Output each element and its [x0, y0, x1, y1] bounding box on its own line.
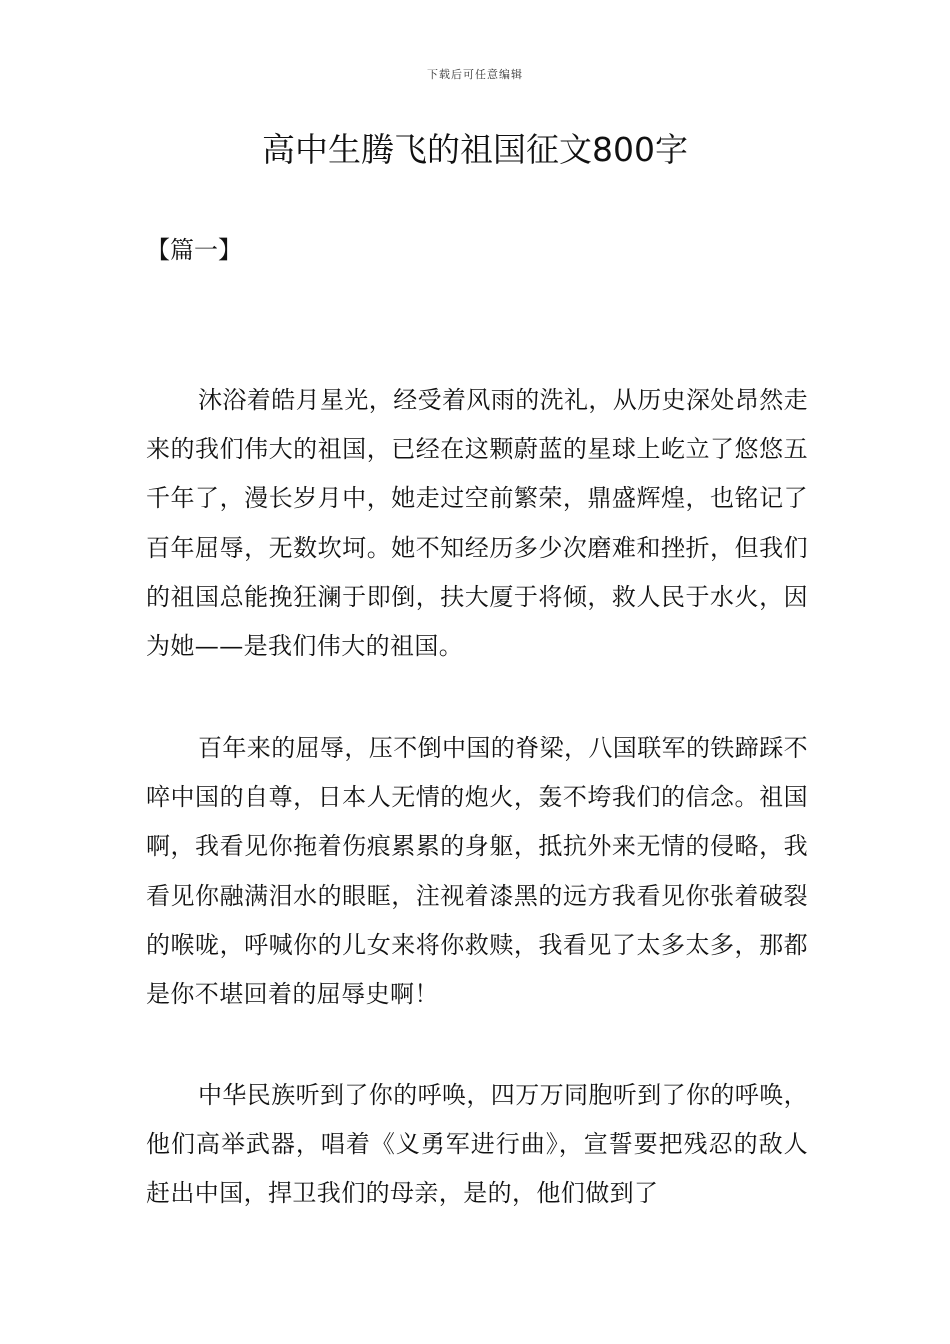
page-header-note: 下载后可任意编辑	[427, 68, 523, 81]
section-heading: 【篇一】	[146, 236, 242, 264]
paragraph-3: 中华民族听到了你的呼唤，四万万同胞听到了你的呼唤，他们高举武器，唱着《义勇军进行曲》，宣誓要把残忍的敌人赶出中国，捍卫我们的母亲，是的，他们做到了	[146, 1081, 808, 1208]
paragraph-1: 沐浴着皓月星光，经受着风雨的洗礼，从历史深处昂然走来的我们伟大的祖国，已经在这颗蔚蓝的星球上屹立了悠悠五千年了，漫长岁月中，她走过空前繁荣，鼎盛辉煌，也铭记了百年屈辱，无数坎坷。她不知经历多少次磨难和挫折，但我们的祖国总能挽狂澜于即倒，扶大厦于将倾，救人民于水火，因为她——是我们伟大的祖国。	[146, 386, 808, 661]
paragraph-2: 百年来的屈辱，压不倒中国的脊梁，八国联军的铁蹄踩不啐中国的自尊，日本人无情的炮火，轰不垮我们的信念。祖国啊，我看见你拖着伤痕累累的身躯，抵抗外来无情的侵略，我看见你融满泪水的眼眶，注视着漆黑的远方我看见你张着破裂的喉咙，呼喊你的儿女来将你救赎，我看见了太多太多，那都是你不堪回着的屈辱史啊！	[146, 734, 808, 1009]
document-title: 高中生腾飞的祖国征文800字	[262, 130, 688, 169]
